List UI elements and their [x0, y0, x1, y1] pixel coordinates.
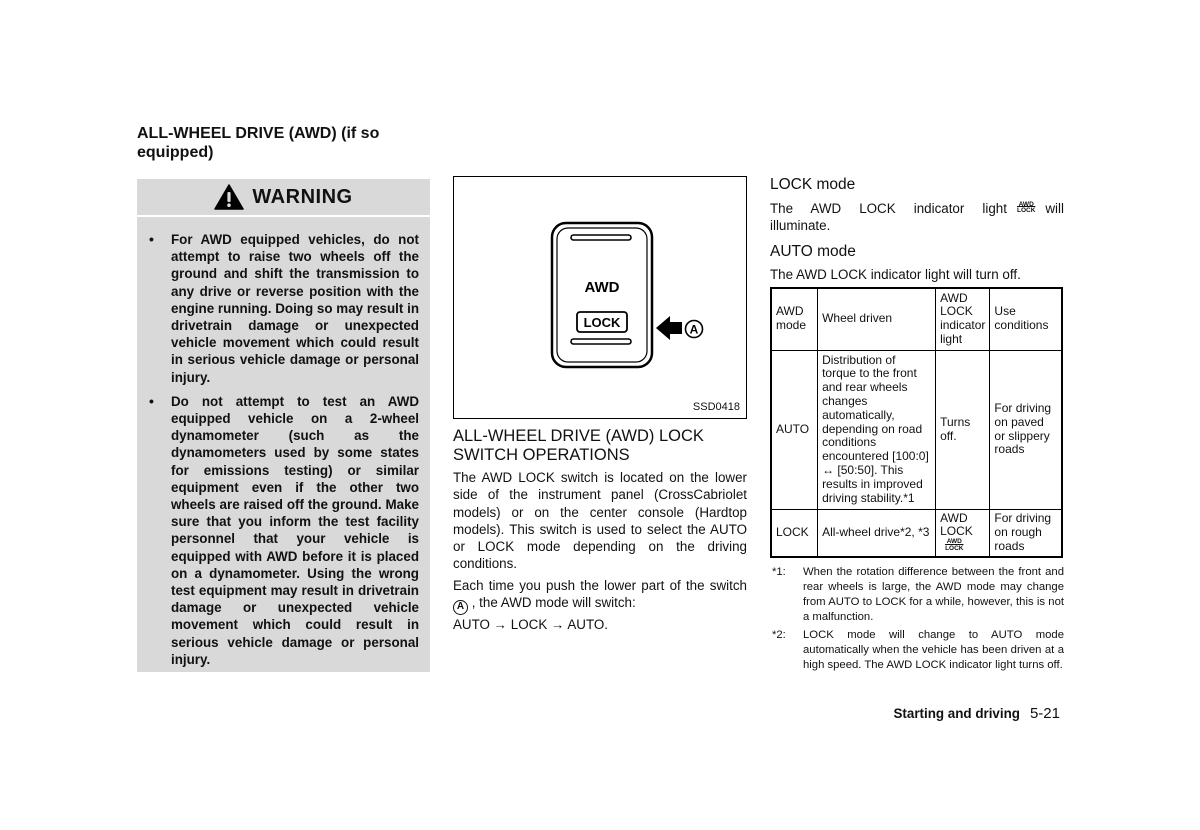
table-header: AWD LOCK indicator light [936, 288, 990, 350]
section-title: ALL-WHEEL DRIVE (AWD) (if so equipped) [137, 125, 380, 161]
page-footer [893, 705, 1060, 722]
para2-after: , the AWD mode will switch: [471, 595, 636, 611]
callout-a-icon: A [453, 600, 468, 615]
footnote [770, 565, 1064, 625]
table-cell: For driving on rough roads [990, 509, 1062, 557]
footnote [770, 628, 1064, 673]
figure-code: SSD0418 [692, 401, 740, 413]
footnotes [770, 565, 1064, 676]
table-cell: LOCK [771, 509, 818, 557]
awd-switch-figure [453, 176, 747, 419]
footnote-mark: *1: [772, 566, 786, 578]
table-cell-text: AWD LOCK [940, 510, 973, 539]
auto-mode-heading: AUTO mode [770, 243, 856, 260]
warning-item: • Do not attempt to test an AWD equipped vehicle on a 2-wheel dynamometer (such as the dynamometers used by some states for emissions testing) or similar equipment even if the other two wheels are raised off the ground. Make sure that you inform the test facility personnel that your vehicle is equipped with AWD before it is placed on a dynamometer. Using the wrong test equipment may result in drivetrain damage or unexpected vehicle movement which could result in serious vehicle damage or personal injury. [147, 393, 419, 668]
table-cell [936, 509, 990, 557]
awd-switch-illustration [454, 177, 745, 417]
table-cell: Turns off. [936, 350, 990, 509]
warning-header [137, 179, 430, 217]
warning-title: WARNING [252, 185, 353, 208]
warning-item: • For AWD equipped vehicles, do not attempt to raise two wheels off the ground and shift the transmission to any drive or reverse position with the engine running. Doing so may result in drivetrain damage or unexpected vehicle movement which could result in serious vehicle damage or personal injury. [147, 231, 419, 386]
footnote-mark: *2: [772, 629, 786, 641]
table-header: AWD mode [771, 288, 818, 350]
table-cell: AUTO [771, 350, 818, 509]
mode-sequence: AUTO → LOCK → AUTO. [453, 617, 609, 632]
switch-awd-label: AWD [584, 279, 620, 296]
lock-switch-heading: ALL-WHEEL DRIVE (AWD) LOCK SWITCH OPERATIONS [453, 427, 704, 464]
awd-mode-table [770, 287, 1063, 558]
switch-lock-label: LOCK [583, 315, 621, 330]
lock-mode-text [770, 200, 1064, 234]
table-row [771, 509, 1062, 557]
footnote-text: LOCK mode will change to AUTO mode automatically when the vehicle has been driven at a high speed. The AWD LOCK indicator light turns off. [803, 629, 1064, 671]
lock-mode-heading: LOCK mode [770, 176, 856, 193]
warning-list [137, 217, 430, 668]
lock-switch-paragraph-2 [453, 577, 747, 615]
table-header-row [771, 288, 1062, 350]
lock-mode-text-before: The AWD LOCK indicator light [770, 201, 1007, 216]
table-header: Wheel driven [818, 288, 936, 350]
footnote-text: When the rotation difference between the front and rear wheels is large, the AWD mode may change from AUTO to LOCK for a while, however, this is not a malfunction. [803, 566, 1064, 623]
callout-a-label: A [689, 322, 699, 337]
awd-lock-indicator-icon: AWD LOCK [945, 538, 964, 552]
table-header: Use conditions [990, 288, 1062, 350]
para2-before: Each time you push the lower part of the switch [453, 578, 747, 593]
awd-lock-indicator-icon: AWD LOCK [1016, 200, 1036, 214]
table-cell: All-wheel drive*2, *3 [818, 509, 936, 557]
page-number: 5-21 [1029, 705, 1060, 722]
lock-switch-paragraph: The AWD LOCK switch is located on the lower side of the instrument panel (CrossCabriolet models) or on the center console (Hardtop models). This switch is used to select the AUTO or LOCK mode depending on the driving conditions. [453, 470, 747, 572]
table-row [771, 350, 1062, 509]
lock-mode-text-after: will illuminate. [770, 201, 1064, 233]
table-cell: For driving on paved or slippery roads [990, 350, 1062, 509]
table-cell: Distribution of torque to the front and rear wheels changes automatically, depending on road conditions encountered [100:0] ↔ [50:50]. This results in improved driving stability.*1 [818, 350, 936, 509]
warning-box [137, 179, 430, 672]
auto-mode-text: The AWD LOCK indicator light will turn off. [770, 267, 1021, 282]
warning-triangle-icon [214, 184, 244, 210]
footer-section: Starting and driving [893, 706, 1020, 721]
arrow-left-icon [656, 316, 682, 340]
